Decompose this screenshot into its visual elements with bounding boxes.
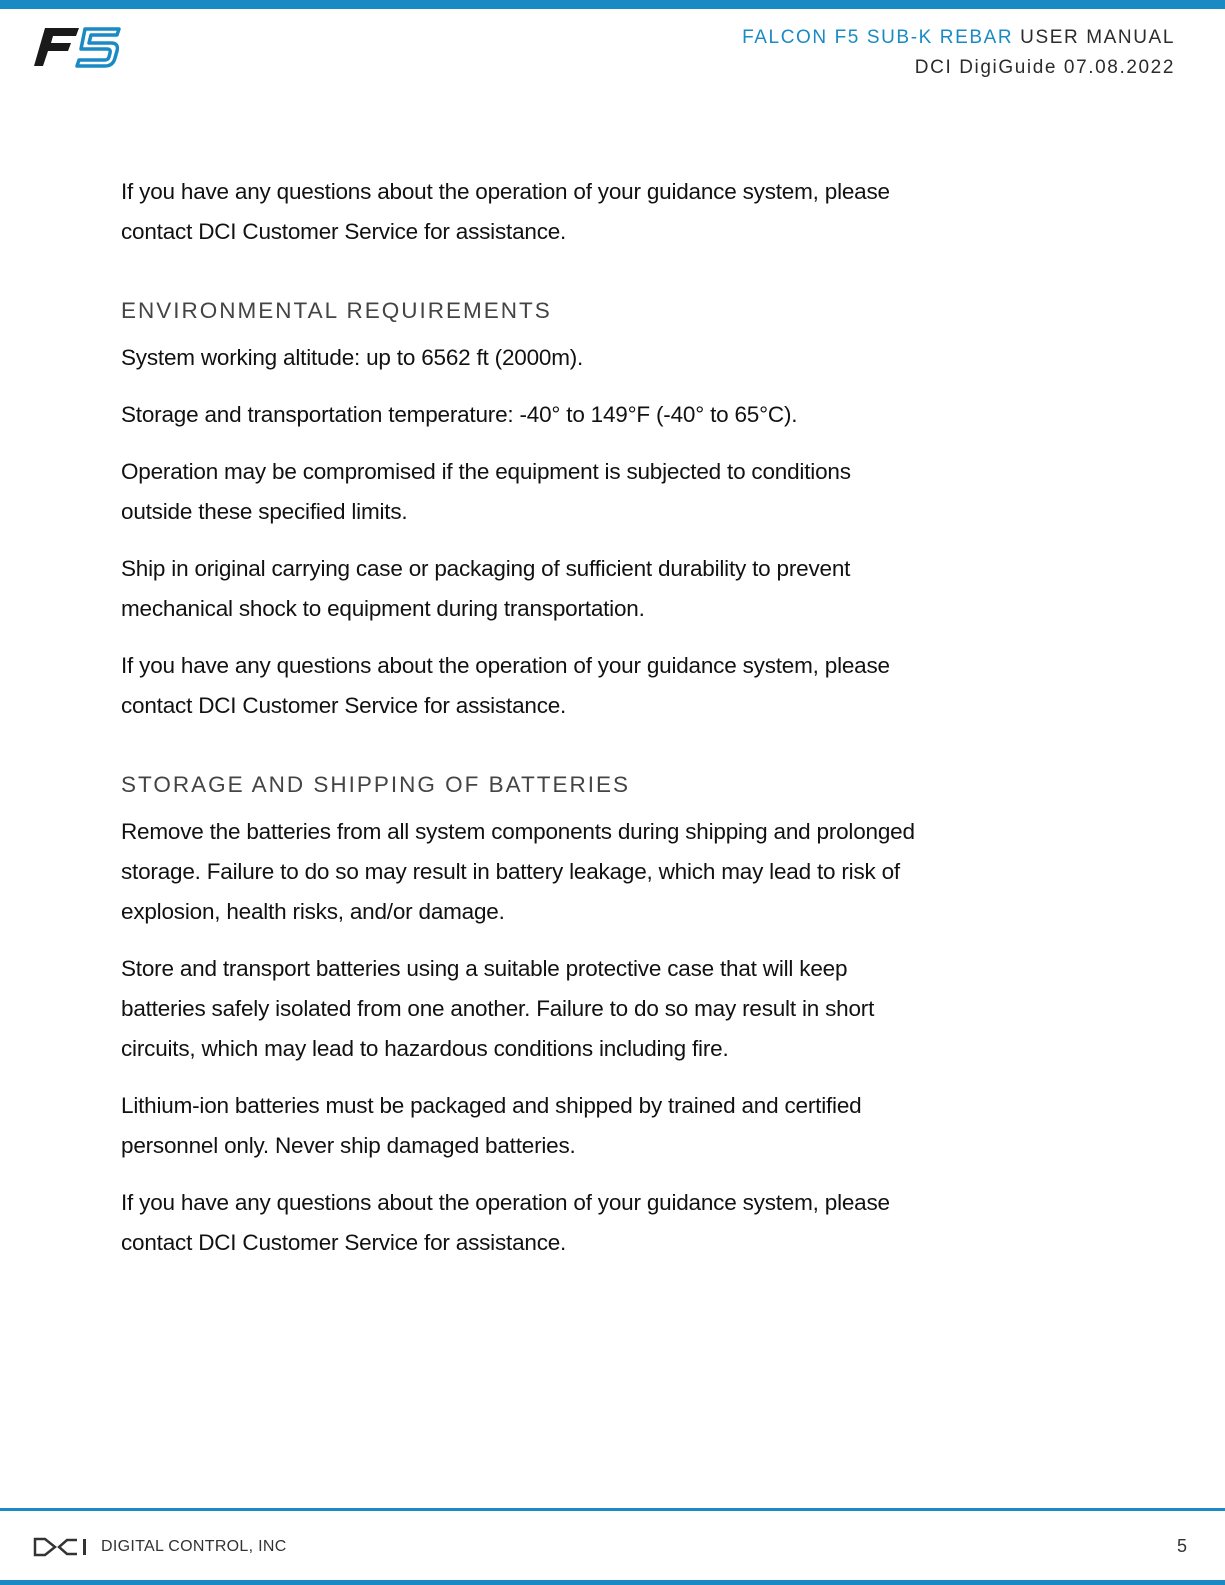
env-paragraph-temperature: Storage and transportation temperature: -40° to 149°F (-40° to 65°C). bbox=[121, 402, 798, 427]
top-accent-bar bbox=[0, 0, 1225, 9]
section-heading-environmental: ENVIRONMENTAL REQUIREMENTS bbox=[121, 298, 552, 323]
page-number: 5 bbox=[1176, 1536, 1187, 1556]
battery-paragraph-lithium: Lithium-ion batteries must be packaged and shipped by trained and certified personnel only. Never ship damaged batteries. bbox=[121, 1093, 862, 1158]
product-name: FALCON F5 SUB-K REBAR bbox=[742, 27, 1014, 48]
env-paragraph-contact: If you have any questions about the operation of your guidance system, please contact DCI Customer Service for assistance. bbox=[121, 653, 890, 718]
section-heading-batteries: STORAGE AND SHIPPING OF BATTERIES bbox=[121, 772, 631, 797]
intro-paragraph: If you have any questions about the operation of your guidance system, please contact DCI Customer Service for assistance. bbox=[121, 179, 890, 244]
f5-logo-icon bbox=[33, 26, 123, 68]
bottom-accent-bar bbox=[0, 1580, 1225, 1585]
document-type: USER MANUAL bbox=[1020, 27, 1175, 48]
footer-divider bbox=[0, 1508, 1225, 1511]
battery-paragraph-remove: Remove the batteries from all system components during shipping and prolonged storage. Failure to do so may result in battery leakage, which may lead to risk of explosion, health risks, and/or damage. bbox=[121, 819, 915, 924]
battery-paragraph-contact: If you have any questions about the operation of your guidance system, please contact DCI Customer Service for assistance. bbox=[121, 1190, 890, 1255]
header-subtitle: DCI DigiGuide 07.08.2022 bbox=[914, 57, 1175, 78]
dci-logo-icon bbox=[33, 1537, 93, 1557]
battery-paragraph-store: Store and transport batteries using a suitable protective case that will keep batteries safely isolated from one another. Failure to do so may result in short circuits, which may lead to hazardous conditions including fire. bbox=[121, 956, 875, 1061]
env-paragraph-limits: Operation may be compromised if the equipment is subjected to conditions outside these specified limits. bbox=[121, 459, 851, 524]
env-paragraph-shipping: Ship in original carrying case or packaging of sufficient durability to prevent mechanical shock to equipment during transportation. bbox=[121, 556, 851, 621]
footer-company-name: DIGITAL CONTROL, INC bbox=[101, 1538, 287, 1555]
page-content bbox=[121, 172, 921, 1280]
header-title bbox=[742, 25, 1175, 51]
env-paragraph-altitude: System working altitude: up to 6562 ft (2000m). bbox=[121, 345, 584, 370]
header-info bbox=[742, 25, 1175, 81]
